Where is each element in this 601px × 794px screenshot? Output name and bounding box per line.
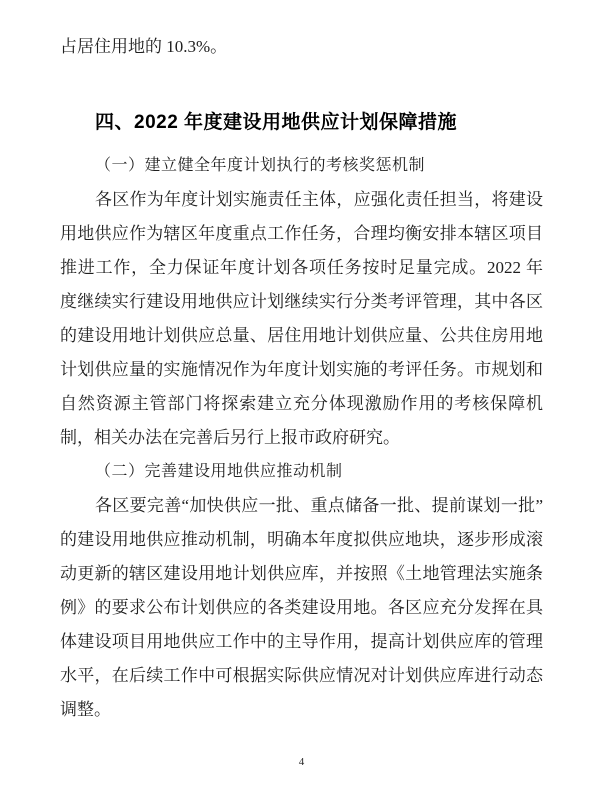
body-line: 自然资源主管部门将探索建立充分体现激励作用的考核保障机 xyxy=(60,394,543,413)
body-line: 度继续实行建设用地供应计划继续实行分类考评管理，其中各区 xyxy=(60,292,543,311)
section-heading: 四、2022 年度建设用地供应计划保障措施 xyxy=(95,112,458,133)
body-line: 计划供应量的实施情况作为年度计划实施的考评任务。市规划和 xyxy=(60,360,543,379)
intro-continuation-line: 占居住用地的 10.3%。 xyxy=(60,37,228,56)
body-line: 制，相关办法在完善后另行上报市政府研究。 xyxy=(60,428,400,447)
body-line: 例》的要求公布计划供应的各类建设用地。各区应充分发挥在具 xyxy=(60,598,543,617)
subsection-2-heading: （二）完善建设用地供应推动机制 xyxy=(95,463,343,480)
body-line: 的建设用地计划供应总量、居住用地计划供应量、公共住房用地 xyxy=(60,326,543,345)
body-line: 水平，在后续工作中可根据实际供应情况对计划供应库进行动态 xyxy=(60,666,543,685)
body-line: 的建设用地供应推动机制，明确本年度拟供应地块，逐步形成滚 xyxy=(60,530,543,549)
page-number: 4 xyxy=(298,756,305,768)
body-line: 体建设项目用地供应工作中的主导作用，提高计划供应库的管理 xyxy=(60,632,543,651)
body-line: 各区要完善“加快供应一批、重点储备一批、提前谋划一批” xyxy=(95,496,543,515)
body-line: 推进工作，全力保证年度计划各项任务按时足量完成。2022 年 xyxy=(60,258,543,277)
subsection-1-heading: （一）建立健全年度计划执行的考核奖惩机制 xyxy=(95,157,426,174)
body-line: 调整。 xyxy=(60,700,111,719)
body-line: 各区作为年度计划实施责任主体，应强化责任担当，将建设 xyxy=(95,190,543,209)
body-line: 动更新的辖区建设用地计划供应库，并按照《土地管理法实施条 xyxy=(60,564,543,583)
body-line: 用地供应作为辖区年度重点工作任务，合理均衡安排本辖区项目 xyxy=(60,224,543,243)
